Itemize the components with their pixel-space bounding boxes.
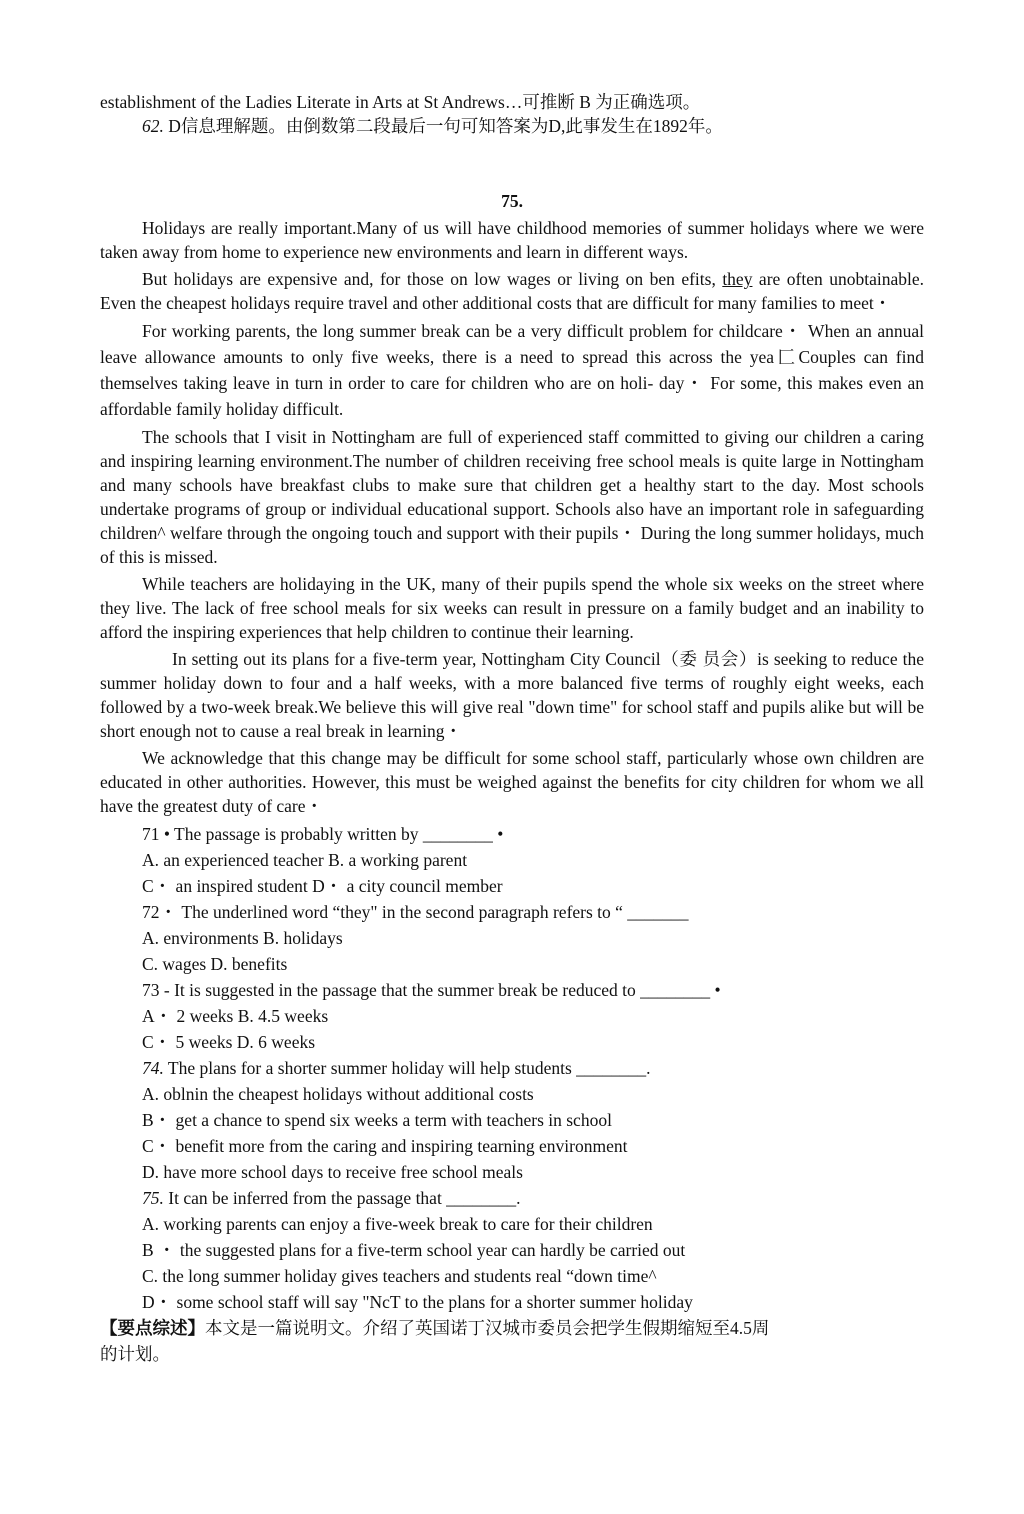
question-72-options-ab: A. environments B. holidays: [142, 928, 343, 948]
summary-line-2: 的计划。: [100, 1344, 170, 1364]
question-74-text: The plans for a shorter summer holiday will help students ________.: [163, 1058, 651, 1078]
paragraph-2: [100, 267, 924, 315]
paragraph-3: For working parents, the long summer break can be a very difficult problem for childcare・ When an annual leave allowance amounts to only five weeks, there is a need to spread this across the yea匚Couples can find themselves taking leave in turn in order to care for children who are on holi- day・ For some, this makes even an affordable family holiday difficult.: [100, 321, 924, 419]
paragraph-2-start: But holidays are expensive and, for those on low wages or living on ben efits,: [142, 269, 723, 289]
question-71-options-cd: C・ an inspired student D・ a city council member: [142, 876, 503, 896]
passage-title: 75.: [501, 191, 523, 211]
questions-block: [100, 821, 924, 1315]
previous-answer-text: establishment of the Ladies Literate in Arts at St Andrews…可推断 B 为正确选项。: [100, 92, 701, 112]
paragraph-5: While teachers are holidaying in the UK, many of their pupils spend the whole six weeks on the street where they live. The lack of free school meals for six weeks can result in pressure on a family budget and an inability to afford the inspiring experiences that help children to continue their learning.: [100, 574, 924, 642]
paragraph-1: Holidays are really important.Many of us will have childhood memories of summer holidays where we were taken away from home to experience new environments and learn in different ways.: [100, 218, 924, 262]
previous-answer-line: [100, 90, 924, 114]
summary-line-1: [100, 1315, 924, 1341]
question-75-text: It can be inferred from the passage that ________.: [163, 1188, 521, 1208]
question-72-options-cd: C. wages D. benefits: [142, 954, 288, 974]
question-73-options-ab: A・ 2 weeks B. 4.5 weeks: [142, 1006, 329, 1026]
question-73-options-cd: C・ 5 weeks D. 6 weeks: [142, 1032, 316, 1052]
question-74-number: 74.: [142, 1058, 164, 1078]
question-74-option-a: A. oblnin the cheapest holidays without additional costs: [142, 1084, 534, 1104]
paragraph-2-end: are often unobtainable. Even the cheapest holidays require travel and other additional costs that are difficult for many families to meet・: [100, 269, 924, 313]
question-74-option-b: B・ get a chance to spend six weeks a term with teachers in school: [142, 1110, 612, 1130]
question-71-options-ab: A. an experienced teacher B. a working parent: [142, 850, 468, 870]
summary-text: 本文是一篇说明文。介绍了英国诺丁汉城市委员会把学生假期缩短至4.5周: [205, 1318, 770, 1338]
answer-62-line: [100, 114, 924, 138]
paragraph-4: The schools that I visit in Nottingham are full of experienced staff committed to giving our children a caring and inspiring learning environment.The number of children receiving free school meals is quite large in Nottingham and many schools have breakfast clubs to make sure that children get a healthy start to the day. Most schools undertake programs of group or individual educational support. Schools also have an important role in safeguarding children^ welfare through the ongoing touch and support with their pupils・ During the long summer holidays, much of this is missed.: [100, 427, 924, 567]
question-74-option-c: C・ benefit more from the caring and inspiring tearning environment: [142, 1136, 628, 1156]
question-75-option-b: B ・ the suggested plans for a five-term school year can hardly be carried out: [142, 1240, 686, 1260]
document-page: [100, 90, 924, 1367]
underlined-word-they: they: [722, 269, 753, 289]
paragraph-6: In setting out its plans for a five-term year, Nottingham City Council（委 员会）is seeking to reduce the summer holiday down to four and a half weeks, with a more balanced five terms of roughly eight weeks, each followed by a two-week break.We believe this will give real "down time" for school staff and pupils alike but will be short enough not to cause a real break in learning・: [100, 649, 924, 741]
answer-62-number: 62.: [142, 116, 164, 136]
question-74: [142, 1055, 924, 1081]
answer-62-text: D信息理解题。由倒数第二段最后一句可知答案为D,此事发生在1892年。: [163, 116, 723, 136]
question-75-option-c: C. the long summer holiday gives teachers and students real “down time^: [142, 1266, 657, 1286]
summary-block: [100, 1315, 924, 1367]
question-75-option-a: A. working parents can enjoy a five-week break to care for their children: [142, 1214, 653, 1234]
question-75-number: 75.: [142, 1188, 164, 1208]
summary-label: 【要点综述】: [100, 1318, 205, 1338]
question-71: 71 • The passage is probably written by ________ •: [142, 824, 504, 844]
paragraph-7: We acknowledge that this change may be difficult for some school staff, particularly whose own children are educated in other authorities. However, this must be weighed against the benefits for city children for whom we all have the greatest duty of care・: [100, 748, 924, 816]
question-72: 72・ The underlined word “they" in the second paragraph refers to “ _______: [142, 902, 689, 922]
question-75-option-d: D・ some school staff will say "NcT to the plans for a shorter summer holiday: [142, 1292, 693, 1312]
question-75: [142, 1185, 924, 1211]
question-73: 73 - It is suggested in the passage that the summer break be reduced to ________ •: [142, 980, 721, 1000]
question-74-option-d: D. have more school days to receive free school meals: [142, 1162, 523, 1182]
